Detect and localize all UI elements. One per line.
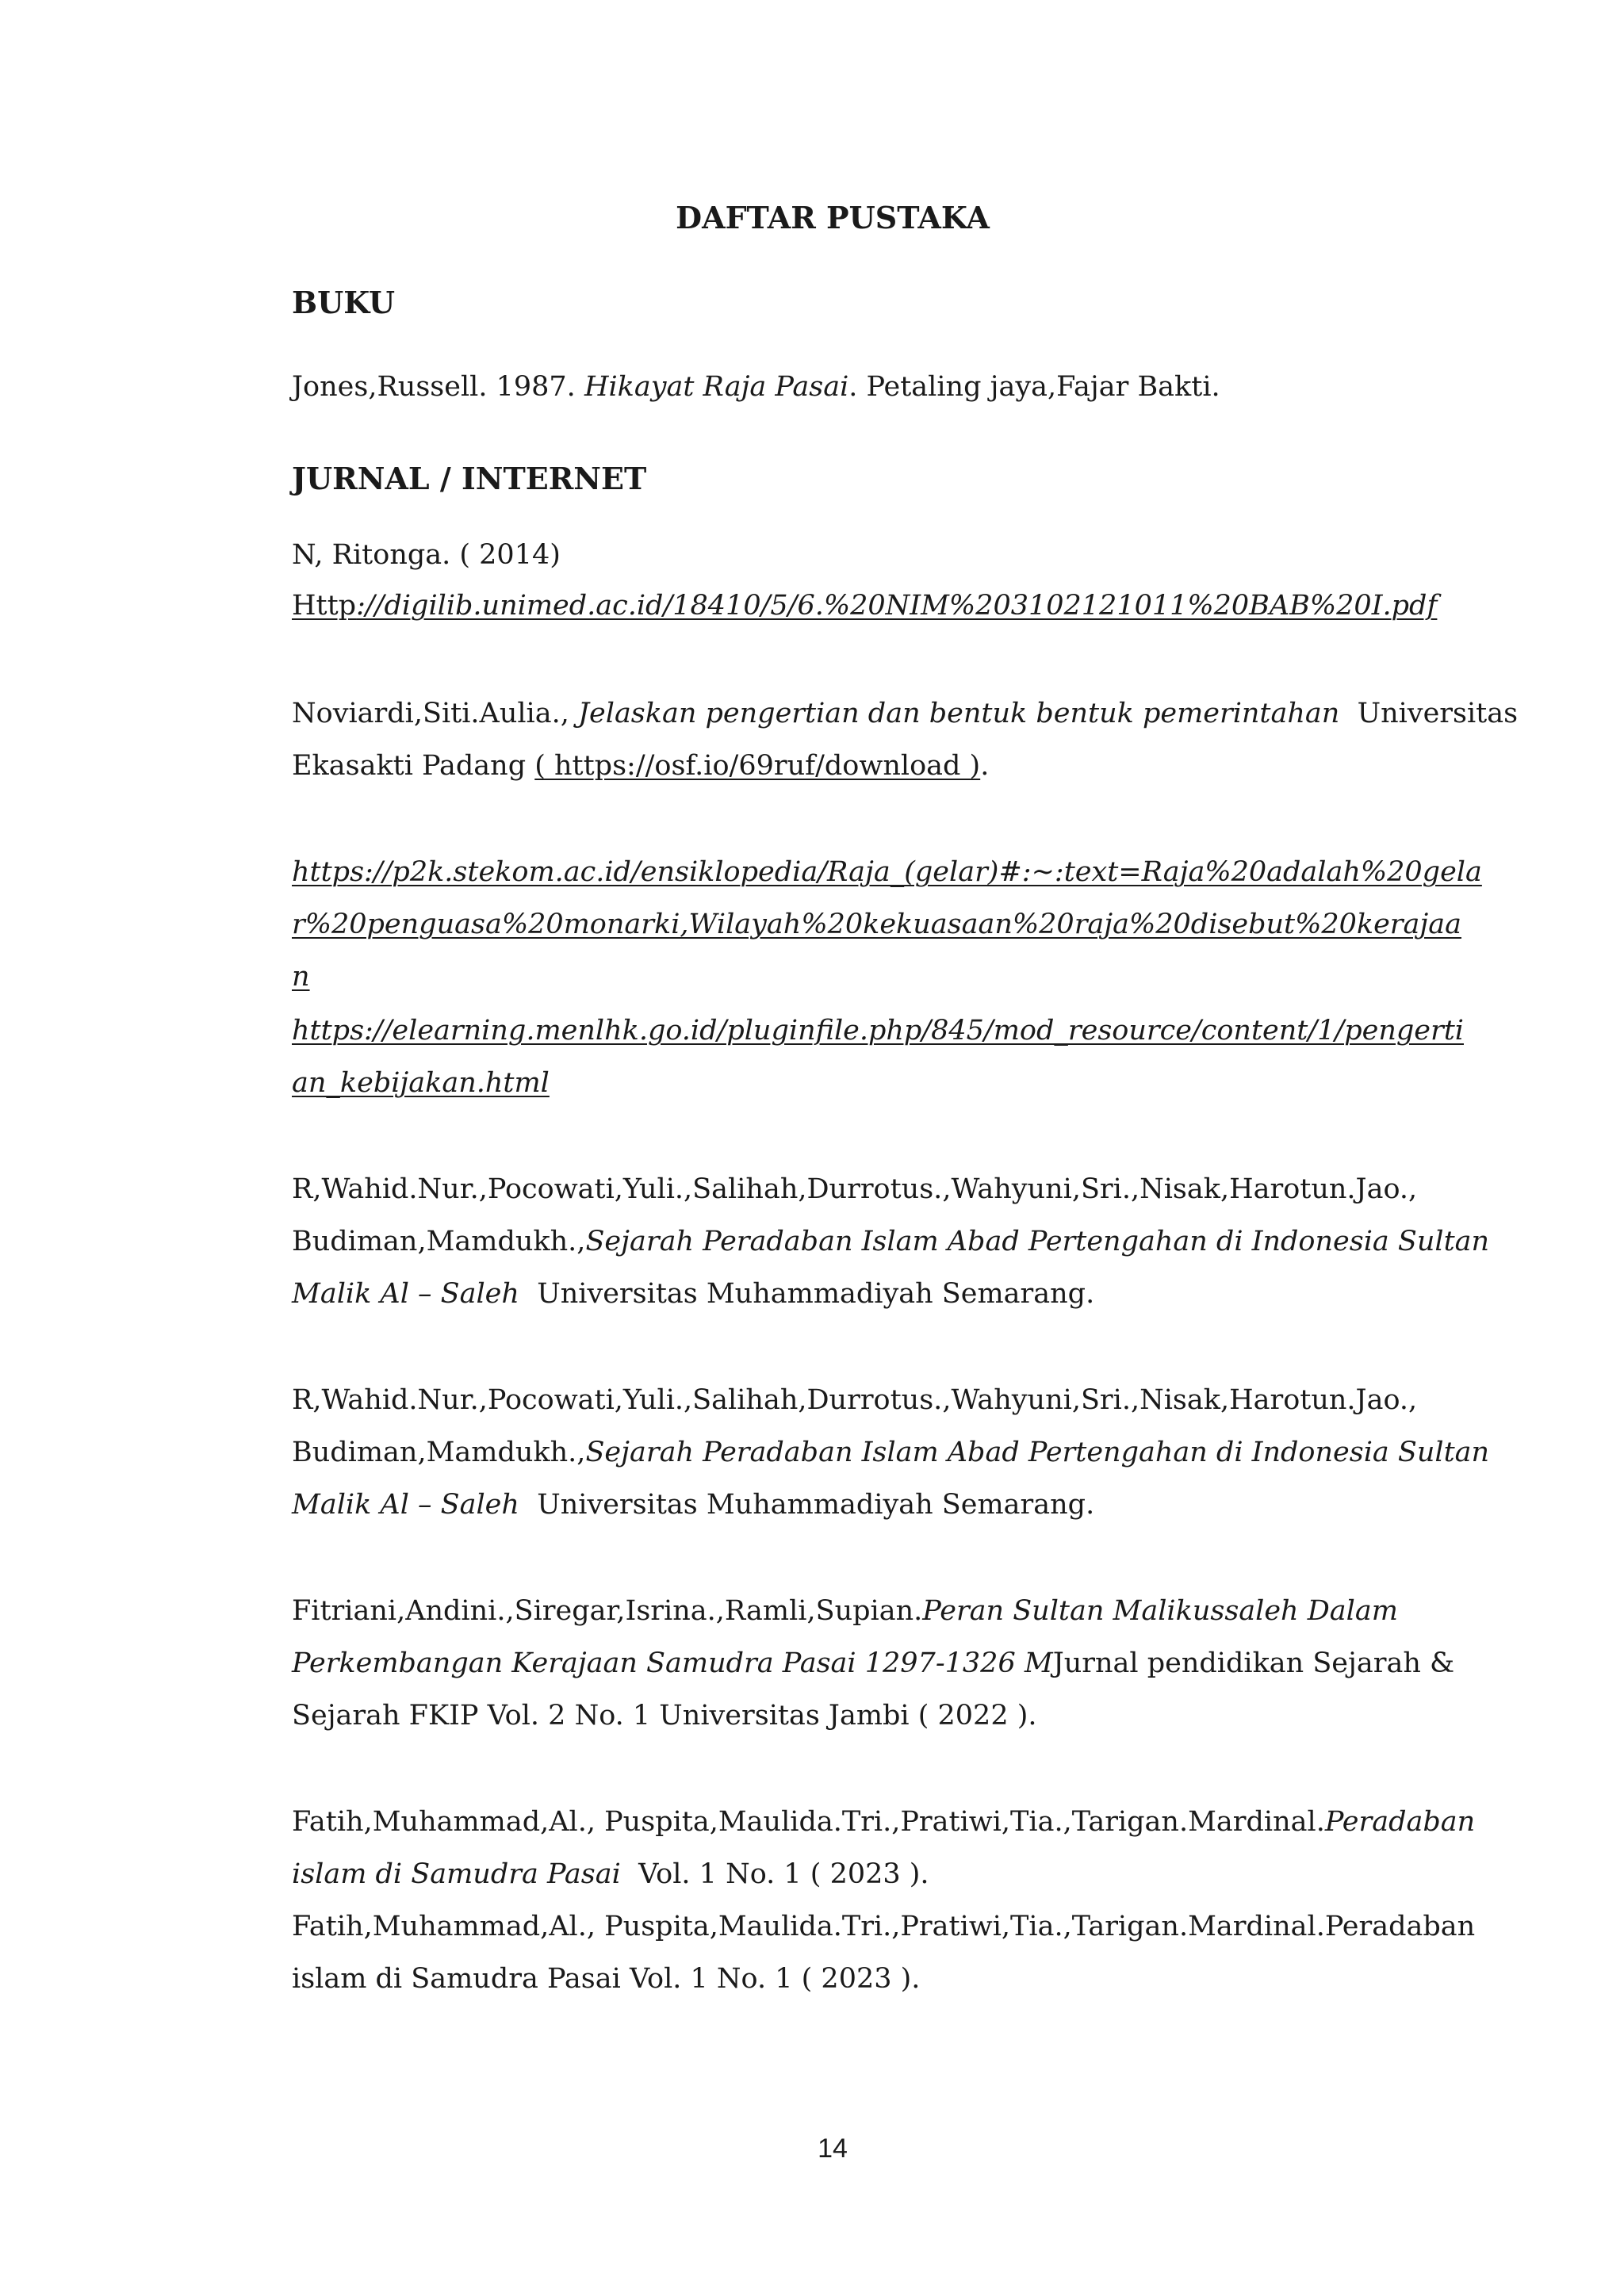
reference-noviardi-line-2: Ekasakti Padang ( https://osf.io/69ruf/download ). <box>292 750 990 782</box>
page-title: DAFTAR PUSTAKA <box>676 200 990 235</box>
reference-author: Jones,Russell. 1987. <box>292 371 584 403</box>
reference-fatih-1-line-1: Fatih,Muhammad,Al., Puspita,Maulida.Tri.,Pratiwi,Tia.,Tarigan.Mardinal. Peradaban <box>292 1803 1375 1841</box>
reference-title: Peran Sultan Malikussaleh Dalam <box>922 1595 1398 1627</box>
page-number: 14 <box>818 2133 848 2164</box>
reference-title-cont: Perkembangan Kerajaan Samudra Pasai 1297-1326 M <box>292 1647 1053 1679</box>
reference-wahid-2-line-3: Malik Al – Saleh Universitas Muhammadiyah Semarang. <box>292 1489 1095 1521</box>
reference-title-cont: islam di Samudra Pasai <box>292 1858 621 1890</box>
reference-url-stekom-line-3[interactable]: n <box>292 961 310 993</box>
reference-title: Peradaban <box>1324 1806 1476 1838</box>
reference-wahid-1-line-2: Budiman,Mamdukh., Sejarah Peradaban Islam Abad Pertengahan di Indonesia Sultan <box>292 1223 1375 1261</box>
section-heading-buku: BUKU <box>292 285 396 320</box>
reference-title: Jelaskan pengertian dan bentuk bentuk pemerintahan <box>578 698 1340 729</box>
reference-url-stekom-line-2[interactable]: r%20penguasa%20monarki,Wilayah%20kekuasaan%20raja%20disebut%20kerajaa <box>292 909 1461 940</box>
reference-url-stekom-line-1[interactable]: https://p2k.stekom.ac.id/ensiklopedia/Raja_(gelar)#:~:text=Raja%20adalah%20gela <box>292 856 1482 888</box>
reference-noviardi-line-1 <box>292 695 1518 733</box>
reference-author: Noviardi,Siti.Aulia., <box>292 698 578 729</box>
reference-fitriani-line-1: Fitriani,Andini.,Siregar,Isrina.,Ramli,Supian. Peran Sultan Malikussaleh Dalam <box>292 1592 1375 1630</box>
reference-link-path[interactable]: ://digilib.unimed.ac.id/18410/5/6.%20NIM%203102121011%20BAB%20I.pdf <box>356 590 1438 622</box>
reference-fitriani-line-3: Sejarah FKIP Vol. 2 No. 1 Universitas Jambi ( 2022 ). <box>292 1700 1037 1732</box>
reference-ritonga-line-1: N, Ritonga. ( 2014) <box>292 539 561 571</box>
reference-publisher: . Petaling jaya,Fajar Bakti. <box>848 371 1220 403</box>
reference-wahid-2-line-2: Budiman,Mamdukh., Sejarah Peradaban Islam Abad Pertengahan di Indonesia Sultan <box>292 1433 1375 1471</box>
section-heading-jurnal-internet: JURNAL / INTERNET <box>292 461 647 496</box>
reference-title-cont: Malik Al – Saleh <box>292 1489 519 1521</box>
reference-url-menlhk-line-2[interactable]: an_kebijakan.html <box>292 1067 550 1099</box>
reference-fatih-1-line-2: islam di Samudra Pasai Vol. 1 No. 1 ( 2023 ). <box>292 1858 929 1890</box>
reference-fatih-2-line-1: Fatih,Muhammad,Al., Puspita,Maulida.Tri.,Pratiwi,Tia.,Tarigan.Mardinal. Peradaban <box>292 1911 1476 1942</box>
reference-link[interactable]: ( https://osf.io/69ruf/download ) <box>534 750 981 782</box>
reference-title: Sejarah Peradaban Islam Abad Pertengahan di Indonesia Sultan <box>585 1226 1490 1257</box>
reference-wahid-1-line-1: R,Wahid.Nur.,Pocowati,Yuli.,Salihah,Durrotus.,Wahyuni,Sri.,Nisak,Harotun.Jao., <box>292 1173 1418 1205</box>
reference-jones <box>292 368 1220 406</box>
reference-title: Sejarah Peradaban Islam Abad Pertengahan di Indonesia Sultan <box>585 1437 1490 1468</box>
reference-url-menlhk-line-1[interactable]: https://elearning.menlhk.go.id/pluginfile.php/845/mod_resource/content/1/pengerti <box>292 1015 1464 1047</box>
reference-wahid-1-line-3: Malik Al – Saleh Universitas Muhammadiyah Semarang. <box>292 1278 1095 1310</box>
reference-link-scheme[interactable]: Http <box>292 590 357 622</box>
reference-title-cont: Malik Al – Saleh <box>292 1278 519 1310</box>
reference-institution-cont: Ekasakti Padang <box>292 750 535 782</box>
reference-ritonga-link[interactable] <box>292 587 1437 625</box>
reference-wahid-2-line-1: R,Wahid.Nur.,Pocowati,Yuli.,Salihah,Durrotus.,Wahyuni,Sri.,Nisak,Harotun.Jao., <box>292 1384 1418 1416</box>
reference-fitriani-line-2: Perkembangan Kerajaan Samudra Pasai 1297-1326 M Jurnal pendidikan Sejarah & <box>292 1644 1375 1682</box>
reference-title: Hikayat Raja Pasai <box>584 371 849 403</box>
reference-institution: Universitas <box>1357 698 1519 729</box>
reference-fatih-2-line-2: islam di Samudra Pasai Vol. 1 No. 1 ( 2023 ). <box>292 1963 921 1995</box>
